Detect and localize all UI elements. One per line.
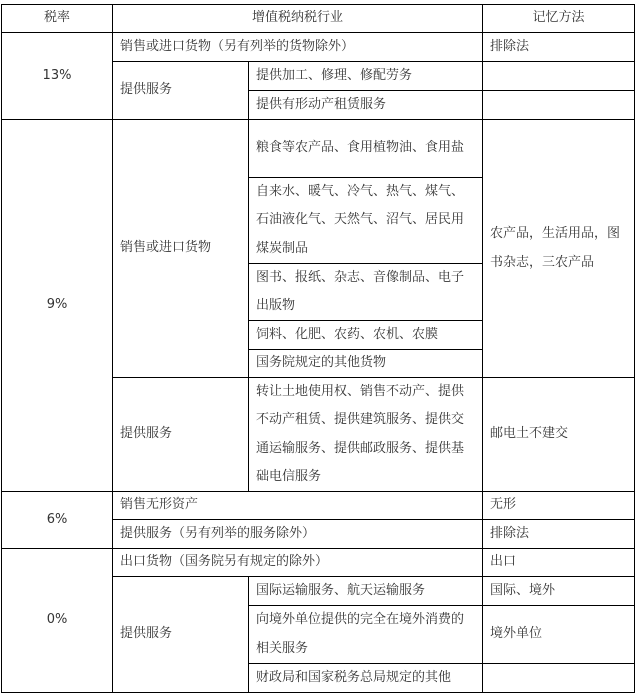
category-cell bbox=[112, 548, 483, 577]
item-cell bbox=[248, 61, 483, 91]
category-label: 销售或进口货物（另有列举的货物除外） bbox=[120, 38, 355, 54]
memory-cell bbox=[482, 377, 635, 492]
category-label: 销售或进口货物 bbox=[120, 240, 212, 256]
category-label: 销售无形资产 bbox=[120, 497, 199, 513]
item-label: 财政局和国家税务总局规定的其他 bbox=[256, 669, 452, 685]
item-cell bbox=[248, 90, 483, 120]
memory-label: 排除法 bbox=[490, 525, 530, 541]
item-cell bbox=[248, 349, 483, 378]
memory-cell bbox=[482, 519, 635, 549]
item-cell bbox=[248, 119, 483, 178]
memory-label: 排除法 bbox=[490, 38, 530, 54]
category-label: 出口货物（国务院另有规定的除外） bbox=[120, 554, 329, 570]
memory-label: 国际、境外 bbox=[490, 582, 556, 598]
category-cell bbox=[112, 61, 249, 120]
category-label: 提供服务 bbox=[120, 626, 173, 642]
rate-cell-13 bbox=[1, 32, 113, 120]
rate-cell-6 bbox=[1, 491, 113, 549]
rate-label: 0% bbox=[46, 612, 68, 628]
memory-cell bbox=[482, 576, 635, 606]
category-cell bbox=[112, 32, 483, 62]
item-cell bbox=[248, 177, 483, 264]
rate-label: 6% bbox=[46, 511, 68, 527]
memory-label: 出口 bbox=[490, 554, 517, 570]
memory-label: 邮电土不建交 bbox=[490, 426, 569, 442]
category-cell bbox=[112, 576, 249, 693]
header-label: 税率 bbox=[43, 10, 70, 26]
category-label: 提供服务 bbox=[120, 82, 173, 98]
header-industry bbox=[112, 4, 483, 33]
header-tax-rate bbox=[1, 4, 113, 33]
item-label: 提供有形动产租赁服务 bbox=[256, 96, 387, 112]
item-label: 向境外单位提供的完全在境外消费的相关服务 bbox=[256, 612, 465, 656]
rate-label: 13% bbox=[42, 67, 72, 83]
item-label: 图书、报纸、杂志、音像制品、电子出版物 bbox=[256, 269, 465, 313]
rate-cell-9 bbox=[1, 119, 113, 492]
memory-cell bbox=[482, 548, 635, 577]
category-cell bbox=[112, 519, 483, 549]
item-label: 饲料、化肥、农药、农机、农膜 bbox=[256, 326, 439, 342]
item-cell bbox=[248, 663, 483, 693]
item-label: 国务院规定的其他货物 bbox=[256, 355, 387, 371]
category-label: 提供服务（另有列举的服务除外） bbox=[120, 525, 316, 541]
memory-label: 无形 bbox=[490, 497, 517, 513]
item-cell bbox=[248, 576, 483, 606]
item-cell bbox=[248, 320, 483, 350]
memory-cell bbox=[482, 491, 635, 520]
category-label: 提供服务 bbox=[120, 426, 173, 442]
category-cell bbox=[112, 377, 249, 492]
memory-cell bbox=[482, 61, 635, 91]
rate-label: 9% bbox=[46, 297, 68, 313]
item-label: 自来水、暖气、冷气、热气、煤气、石油液化气、天然气、沼气、居民用煤炭制品 bbox=[256, 183, 465, 256]
item-cell bbox=[248, 377, 483, 492]
memory-cell bbox=[482, 119, 635, 378]
memory-cell bbox=[482, 90, 635, 120]
memory-cell bbox=[482, 32, 635, 62]
item-cell bbox=[248, 263, 483, 321]
item-label: 转让土地使用权、销售不动产、提供不动产租赁、提供建筑服务、提供交通运输服务、提供邮政服务、提供基础电信服务 bbox=[256, 383, 465, 484]
item-label: 提供加工、修理、修配劳务 bbox=[256, 67, 413, 83]
rate-cell-0 bbox=[1, 548, 113, 693]
memory-cell bbox=[482, 605, 635, 664]
category-cell bbox=[112, 119, 249, 378]
memory-label: 农产品，生活用品，图书杂志，三农产品 bbox=[490, 226, 621, 270]
header-label: 增值税纳税行业 bbox=[251, 10, 343, 26]
memory-label: 境外单位 bbox=[490, 626, 543, 642]
memory-cell bbox=[482, 663, 635, 693]
item-label: 国际运输服务、航天运输服务 bbox=[256, 582, 426, 598]
category-cell bbox=[112, 491, 483, 520]
item-cell bbox=[248, 605, 483, 664]
header-memory-method bbox=[482, 4, 635, 33]
header-label: 记忆方法 bbox=[532, 10, 585, 26]
item-label: 粮食等农产品、食用植物油、食用盐 bbox=[256, 140, 465, 156]
